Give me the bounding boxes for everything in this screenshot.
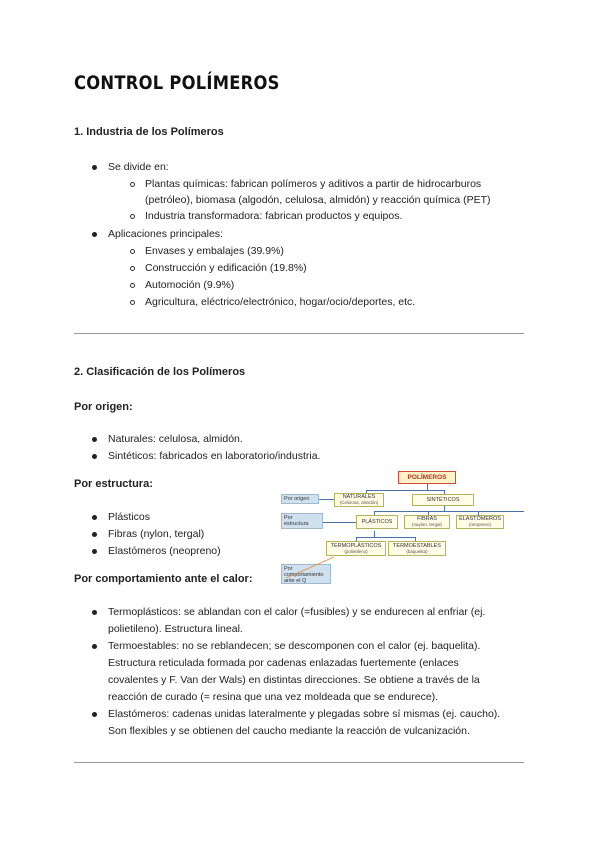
list-item-continuation: (petróleo), biomasa (algodón, celulosa, almidón) y reacción química (PET) — [145, 194, 491, 206]
node-label: PLÁSTICOS — [361, 519, 393, 525]
section-1-heading: 1. Industria de los Polímeros — [74, 126, 224, 138]
list-item: Industria transformadora: fabrican productos y equipos. — [145, 210, 403, 222]
node-label: ELASTÓMEROS — [459, 516, 501, 522]
list-item: Naturales: celulosa, almidón. — [108, 433, 243, 445]
list-item: Aplicaciones principales: — [108, 228, 223, 240]
list-item-continuation: covalentes y F. Van der Wals) en distintas direcciones. Se obtiene a través de la — [108, 674, 480, 686]
list-item-continuation: Son flexibles y se obtienen del caucho mediante la reacción de vulcanización. — [108, 725, 470, 737]
bullet — [92, 610, 97, 615]
sub-bullet — [130, 249, 135, 254]
list-item: Sintéticos: fabricados en laboratorio/industria. — [108, 450, 321, 462]
list-item-continuation: Estructura reticulada formada por cadenas enlazadas fuertemente (enlaces — [108, 657, 459, 669]
tag-label: Por — [284, 566, 293, 572]
divider — [74, 333, 524, 334]
polymer-classification-diagram — [278, 468, 534, 584]
bullet — [92, 712, 97, 717]
sub-bullet — [130, 214, 135, 219]
node-label: FIBRAS — [417, 516, 437, 522]
tag-label: Por — [284, 515, 293, 521]
bullet — [92, 165, 97, 170]
sub-bullet — [130, 283, 135, 288]
list-item: Automoción (9.9%) — [145, 279, 235, 291]
list-item-continuation: reacción de curado (= resina que una vez moldeada que se endurece). — [108, 691, 439, 703]
node-sublabel: (naylon, tergal) — [411, 522, 442, 527]
list-item: Termoestables: no se reblandecen; se descomponen con el calor (ej. baquelita). — [108, 640, 481, 652]
bullet — [92, 644, 97, 649]
node-sublabel: (neopreno) — [468, 522, 491, 527]
list-item: Construcción y edificación (19.8%) — [145, 262, 307, 274]
list-item: Plantas químicas: fabrican polímeros y aditivos a partir de hidrocarburos — [145, 178, 482, 190]
list-item: Elastómeros (neopreno) — [108, 545, 221, 557]
page-title: CONTROL POLÍMEROS — [74, 72, 280, 94]
divider — [74, 762, 524, 763]
node-label: NATURALES — [342, 494, 376, 500]
diagram-arrow-overlay — [278, 468, 534, 584]
tag-label: Por origen — [284, 496, 310, 502]
bullet — [92, 532, 97, 537]
section-2-heading: 2. Clasificación de los Polímeros — [74, 366, 246, 378]
bullet — [92, 515, 97, 520]
node-label: TERMOESTABLES — [393, 542, 441, 549]
bullet — [92, 454, 97, 459]
list-item: Termoplásticos: se ablandan con el calor (=fusibles) y se endurecen al enfriar (ej. — [108, 606, 486, 618]
sub-bullet — [130, 300, 135, 305]
list-item-continuation: polietileno). Estructura lineal. — [108, 623, 243, 635]
bullet — [92, 232, 97, 237]
list-item: Envases y embalajes (39.9%) — [145, 245, 284, 257]
tag-label: estructura — [284, 521, 309, 527]
node-sublabel: (Celulosa, almidón) — [339, 500, 379, 505]
subheading-estructura: Por estructura: — [74, 478, 153, 490]
subheading-origen: Por origen: — [74, 401, 133, 413]
list-item: Se divide en: — [108, 161, 169, 173]
list-item: Plásticos — [108, 511, 151, 523]
diagram-arrow — [286, 557, 334, 578]
tag-label: comportamiento — [284, 572, 324, 578]
diagram-root-polimeros: POLÍMEROS — [398, 471, 456, 484]
sub-bullet — [130, 182, 135, 187]
subheading-calor: Por comportamiento ante el calor: — [74, 573, 253, 585]
bullet — [92, 437, 97, 442]
list-item: Fibras (nylon, tergal) — [108, 528, 205, 540]
node-sublabel: (baquelita) — [406, 548, 428, 554]
bullet — [92, 549, 97, 554]
list-item: Agricultura, eléctrico/electrónico, hogar/ocio/deportes, etc. — [145, 296, 416, 308]
sub-bullet — [130, 266, 135, 271]
node-label: SINTÉTICOS — [426, 497, 460, 503]
node-sublabel: (polietileno) — [344, 548, 368, 554]
list-item: Elastómeros: cadenas unidas lateralmente y plegadas sobre sí mismas (ej. caucho). — [108, 708, 501, 720]
node-label: TERMOPLÁSTICOS — [330, 542, 382, 549]
tag-label: ante el Q — [284, 578, 307, 584]
